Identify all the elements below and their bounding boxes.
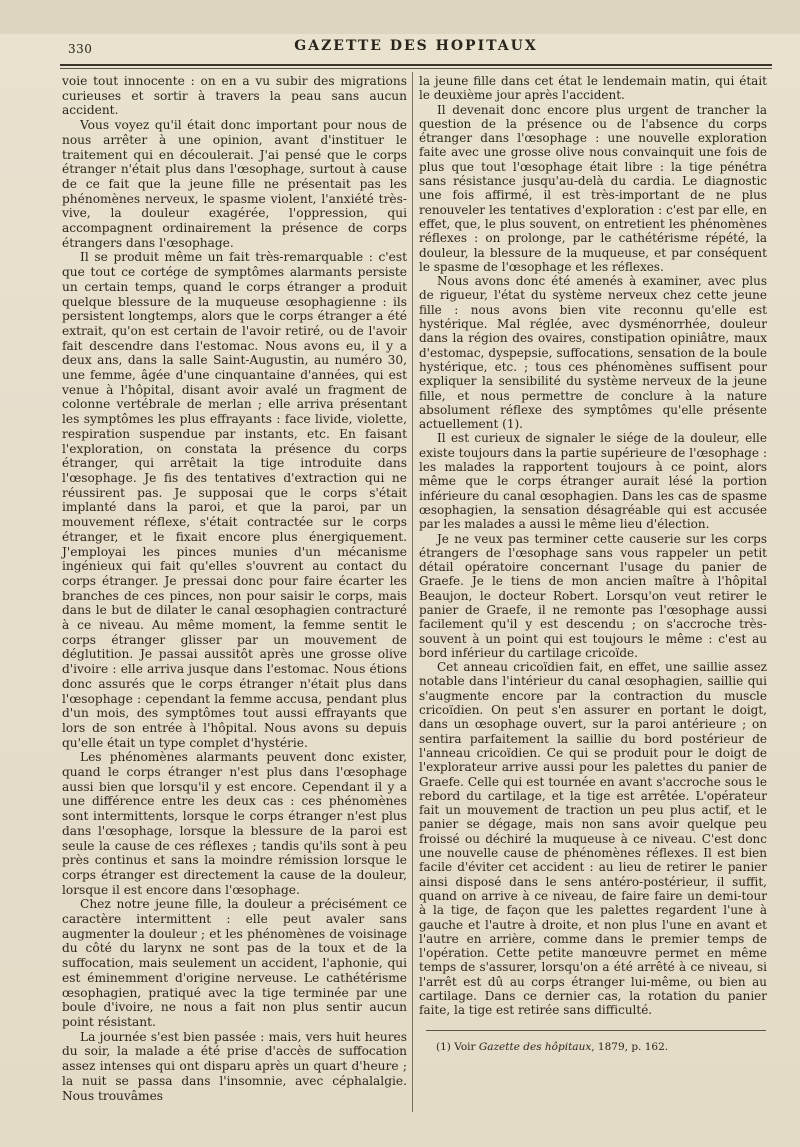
left-column	[62, 74, 407, 1103]
footnote-prefix: (1) Voir	[436, 1041, 479, 1053]
paragraph: Nous avons donc été amenés à examiner, avec plus de rigueur, l'état du système nerveux chez cette jeune fille : nous avons bien vite reconnu qu'elle est hystérique. Mal réglée, avec dysménorrhée, douleur dans la région des ovaires, constipation opiniâtre, maux d'estomac, dyspepsie, suffocations, sensation de la boule hystérique, etc. ; tous ces phénomènes suffisent pour expliquer la sensibilité du système nerveux de la jeune fille, et nous permettre de conclure à la nature absolument réflexe des symptômes qu'elle présente actuellement (1).	[419, 274, 767, 432]
footnote	[436, 1040, 766, 1054]
footnote-source: Gazette des hôpitaux	[478, 1041, 592, 1053]
paragraph: Il devenait donc encore plus urgent de trancher la question de la présence ou de l'absence du corps étranger dans l'œsophage : une nouvelle exploration faite avec une grosse olive nous convainquit une fois de plus que tout l'œsophage était libre : la tige pénétra sans résistance jusqu'au-delà du cardia. Le diagnostic une fois affirmé, il est très-important de ne plus renouveler les tentatives d'exploration : c'est par elle, en effet, que, le plus souvent, on entretient les phénomènes réflexes : on prolonge, par le cathétérisme répété, la douleur, la blessure de la muqueuse, et par conséquent le spasme de l'œsophage et les réflexes.	[419, 102, 767, 274]
paragraph: la jeune fille dans cet état le lendemain matin, qui était le deuxième jour après l'accident.	[419, 74, 767, 103]
paragraph: Il est curieux de signaler le siége de la douleur, elle existe toujours dans la partie supérieure de l'œsophage : les malades la rapportent toujours à ce point, alors même que le corps étranger aurait lésé la portion inférieure du canal œsophagien. Dans les cas de spasme œsophagien, la sensation désagréable qui est accusée par les malades a aussi le même lieu d'élection.	[419, 431, 767, 532]
header-rule	[60, 64, 772, 66]
paragraph: Vous voyez qu'il était donc important pour nous de nous arrêter à une opinion, avant d'instituer le traitement qui en découlerait. J'ai pensé que le corps étranger n'était plus dans l'œsophage, surtout à cause de ce fait que la jeune fille ne présentait pas les phénomènes nerveux, le spasme violent, l'anxiété très-vive, la douleur exagérée, l'oppression, qui accompagnent ordinairement la présence de corps étrangers dans l'œsophage.	[62, 118, 407, 250]
page-header	[60, 34, 772, 64]
column-divider	[412, 72, 413, 1112]
paragraph: Les phénomènes alarmants peuvent donc exister, quand le corps étranger n'est plus dans l'œsophage aussi bien que lorsqu'il y est encore. Cependant il y a une différence entre les deux cas : ces phénomènes sont intermittents, lorsque le corps étranger n'est plus dans l'œsophage, lorsque la blessure de la paroi est seule la cause de ces réflexes ; tandis qu'ils sont à peu près continus et sans la moindre rémission lorsque le corps étranger est directement la cause de la douleur, lorsque il est encore dans l'œsophage.	[62, 750, 407, 897]
footnote-rule	[426, 1030, 766, 1031]
page-top-margin	[0, 0, 800, 34]
header-rule-thin	[60, 68, 772, 69]
paragraph: La journée s'est bien passée : mais, vers huit heures du soir, la malade a été prise d'accès de suffocation assez intenses qui ont disparu après un quart d'heure ; la nuit se passa dans l'insomnie, avec céphalalgie. Nous trouvâmes	[62, 1029, 407, 1103]
paragraph: Il se produit même un fait très-remarquable : c'est que tout ce cortége de symptômes alarmants persiste un certain temps, quand le corps étranger a produit quelque blessure de la muqueuse œsophagienne : ils persistent longtemps, alors que le corps étranger a été extrait, qu'on est certain de l'avoir retiré, ou de l'avoir fait descendre dans l'estomac. Nous avons eu, il y a deux ans, dans la salle Saint-Augustin, au numéro 30, une femme, âgée d'une cinquantaine d'années, qui est venue à l'hôpital, disant avoir avalé un fragment de colonne vertébrale de merlan ; elle arriva présentant les symptômes les plus effrayants : face livide, violette, respiration suspendue par instants, etc. En faisant l'exploration, on constata la présence du corps étranger, qui arrêtait la tige introduite dans l'œsophage. Je fis des tentatives d'extraction qui ne réussirent pas. Je supposai que le corps s'était implanté dans la paroi, et que la paroi, par un mouvement réflexe, s'était contractée sur le corps étranger, et le fixait encore plus énergiquement. J'employai les pinces munies d'un mécanisme ingénieux qui fait qu'elles s'ouvrent au contact du corps étranger. Je pressai donc pour faire écarter les branches de ces pinces, non pour saisir le corps, mais dans le but de dilater le canal œsophagien contracturé à ce niveau. Au même moment, la femme sentit le corps étranger glisser par un mouvement de déglutition. Je passai aussitôt après une grosse olive d'ivoire : elle arriva jusque dans l'estomac. Nous étions donc assurés que le corps étranger n'était plus dans l'œsophage : cependant la femme accusa, pendant plus d'un mois, des symptômes tout aussi effrayants que lors de son entrée à l'hôpital. Nous avons su depuis qu'elle était un type complet d'hystérie.	[62, 250, 407, 750]
page-number: 330	[68, 42, 93, 56]
footnote-suffix: , 1879, p. 162.	[591, 1041, 669, 1053]
right-column	[419, 74, 767, 1018]
newspaper-title: GAZETTE DES HOPITAUX	[294, 38, 538, 54]
paragraph: Je ne veux pas terminer cette causerie sur les corps étrangers de l'œsophage sans vous rappeler un petit détail opératoire concernant l'usage du panier de Graefe. Je le tiens de mon ancien maître à l'hôpital Beaujon, le docteur Robert. Lorsqu'on veut retirer le panier de Graefe, il ne remonte pas l'œsophage aussi facilement qu'il y est descendu ; on s'accroche très-souvent à un point qui est toujours le même : c'est au bord inférieur du cartilage cricoïde.	[419, 531, 767, 660]
paragraph: Cet anneau cricoïdien fait, en effet, une saillie assez notable dans l'intérieur du canal œsophagien, saillie qui s'augmente encore par la contraction du muscle cricoïdien. On peut s'en assurer en portant le doigt, dans un œsophage ouvert, sur la paroi antérieure ; on sentira parfaitement la saillie du bord postérieur de l'anneau cricoïdien. Ce qui se produit pour le doigt de l'explorateur arrive aussi pour les palettes du panier de Graefe. Celle qui est tournée en avant s'accroche sous le rebord du cartilage, et la tige est arrêtée. L'opérateur fait un mouvement de traction un peu plus actif, et le panier se dégage, mais non sans avoir quelque peu froissé ou déchiré la muqueuse à ce niveau. C'est donc une nouvelle cause de phénomènes réflexes. Il est bien facile d'éviter cet accident : au lieu de retirer le panier ainsi disposé dans le sens antéro-postérieur, il suffit, quand on arrive à ce niveau, de faire faire un demi-tour à la tige, de façon que les palettes regardent l'une à gauche et l'autre à droite, et non plus l'une en avant et l'autre en arrière, comme dans le premier temps de l'opération. Cette petite manœuvre permet en même temps de s'assurer, lorsqu'on a été arrêté à ce niveau, si l'arrêt est dû au corps étranger lui-même, ou bien au cartilage. Dans ce dernier cas, la rotation du panier faite, la tige est retirée sans difficulté.	[419, 660, 767, 1018]
paragraph: voie tout innocente : on en a vu subir des migrations curieuses et sortir à travers la peau sans aucun accident.	[62, 74, 407, 118]
paragraph: Chez notre jeune fille, la douleur a précisément ce caractère intermittent : elle peut avaler sans augmenter la douleur ; et les phénomènes de voisinage du côté du larynx ne sont pas de la toux et de la suffocation, mais seulement un accident, l'aphonie, qui est éminemment d'origine nerveuse. Le cathétérisme œsophagien, pratiqué avec la tige terminée par une boule d'ivoire, ne nous a fait non plus sentir aucun point résistant.	[62, 897, 407, 1029]
